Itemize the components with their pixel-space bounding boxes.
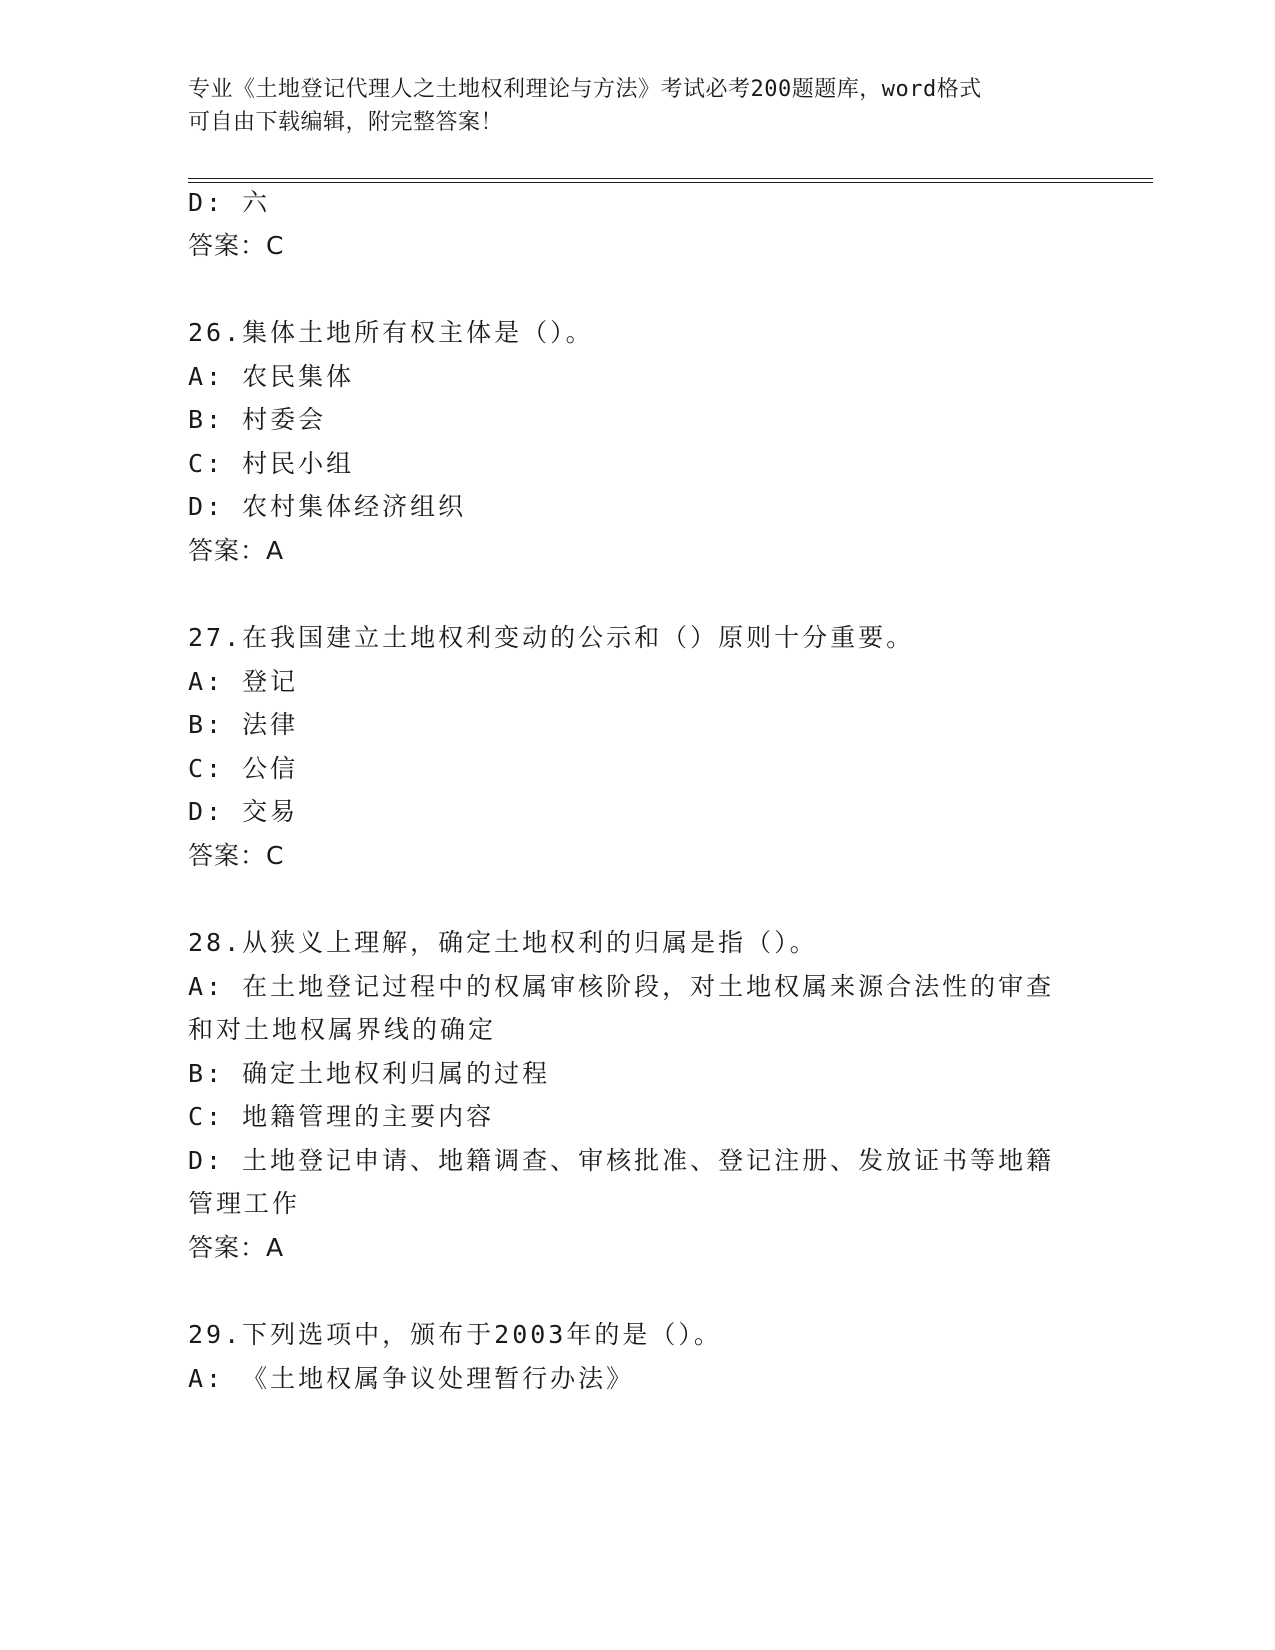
q27-option-a: A: 登记 bbox=[188, 667, 299, 696]
q28-option-b: B: 确定土地权利归属的过程 bbox=[188, 1059, 551, 1088]
q28-option-a-continued: 和对土地权属界线的确定 bbox=[188, 1015, 497, 1044]
q26-option-a: A: 农民集体 bbox=[188, 362, 355, 391]
q28-option-d: D: 土地登记申请、地籍调查、审核批准、登记注册、发放证书等地籍 bbox=[188, 1146, 1055, 1175]
q28-question: 28.从狭义上理解，确定土地权利的归属是指（）。 bbox=[188, 928, 818, 957]
page-header bbox=[188, 73, 1088, 139]
q28-answer: 答案：A bbox=[188, 1233, 285, 1262]
header-title-line-2: 可自由下载编辑，附完整答案！ bbox=[188, 110, 504, 135]
q29-question: 29.下列选项中，颁布于2003年的是（）。 bbox=[188, 1320, 722, 1349]
q27-option-d: D: 交易 bbox=[188, 797, 299, 826]
q29-option-a: A: 《土地权属争议处理暂行办法》 bbox=[188, 1364, 635, 1393]
q25-option-d: D: 六 bbox=[188, 188, 271, 217]
q27-option-b: B: 法律 bbox=[188, 710, 299, 739]
q26-option-b: B: 村委会 bbox=[188, 405, 327, 434]
q27-answer: 答案：C bbox=[188, 841, 285, 870]
q28-option-d-continued: 管理工作 bbox=[188, 1189, 301, 1218]
q26-option-c: C: 村民小组 bbox=[188, 449, 355, 478]
q26-option-d: D: 农村集体经济组织 bbox=[188, 492, 467, 521]
q28-option-a: A: 在土地登记过程中的权属审核阶段，对土地权属来源合法性的审查 bbox=[188, 972, 1055, 1001]
q27-option-c: C: 公信 bbox=[188, 754, 299, 783]
q25-answer: 答案：C bbox=[188, 231, 285, 260]
q26-question: 26.集体土地所有权主体是（）。 bbox=[188, 318, 594, 347]
q27-question: 27.在我国建立土地权利变动的公示和（）原则十分重要。 bbox=[188, 623, 915, 652]
header-title-line-1: 专业《土地登记代理人之土地权利理论与方法》考试必考200题题库，word格式 bbox=[188, 77, 982, 102]
q28-option-c: C: 地籍管理的主要内容 bbox=[188, 1102, 495, 1131]
header-divider bbox=[188, 178, 1153, 183]
q26-answer: 答案：A bbox=[188, 536, 285, 565]
